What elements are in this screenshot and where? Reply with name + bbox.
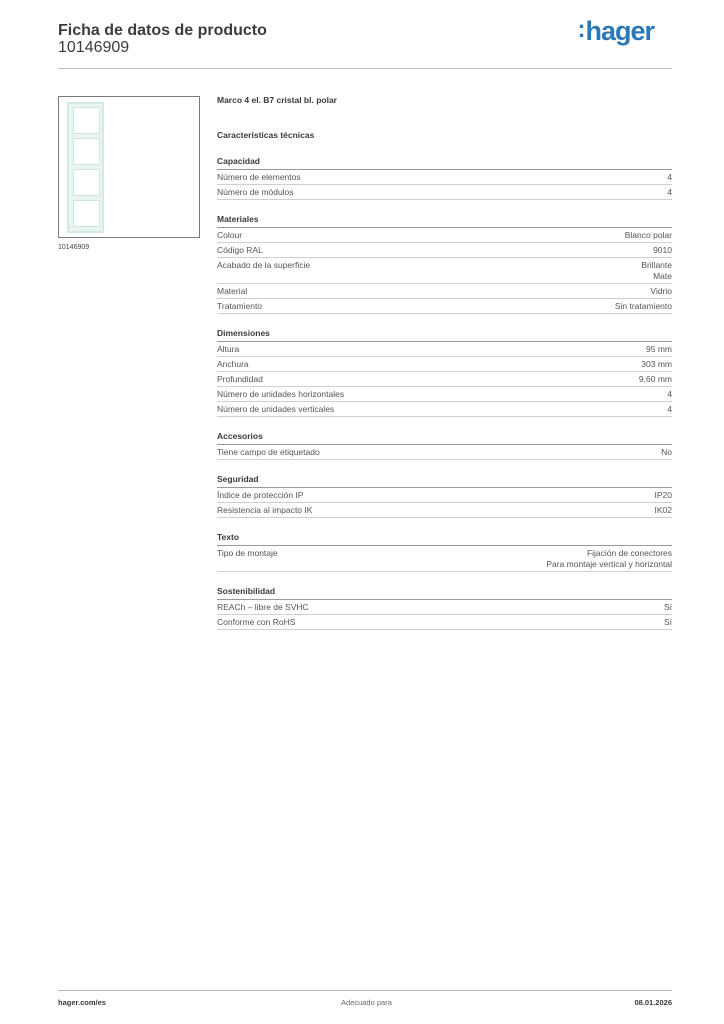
spec-value-line: Fijación de conectores xyxy=(586,548,672,558)
footer-divider xyxy=(58,990,672,991)
spec-row xyxy=(217,615,672,630)
spec-value xyxy=(646,344,672,355)
spec-row xyxy=(217,228,672,243)
section-title: Capacidad xyxy=(217,156,672,170)
frame-opening xyxy=(73,169,100,196)
tech-characteristics-heading: Características técnicas xyxy=(217,130,315,140)
product-name: Marco 4 el. B7 cristal bl. polar xyxy=(217,95,337,105)
spec-section xyxy=(217,474,672,518)
spec-label: Tipo de montaje xyxy=(217,548,278,558)
spec-label: Material xyxy=(217,286,248,296)
spec-row xyxy=(217,503,672,518)
spec-row xyxy=(217,243,672,258)
spec-value-line: Vidrio xyxy=(650,286,672,296)
spec-value xyxy=(655,490,673,501)
spec-value-line: 4 xyxy=(667,187,672,197)
spec-value-line: 4 xyxy=(667,389,672,399)
spec-value-line: 95 mm xyxy=(646,344,672,354)
spec-row xyxy=(217,170,672,185)
spec-label: Conforme con RoHS xyxy=(217,617,296,627)
spec-value xyxy=(653,245,672,256)
spec-row xyxy=(217,258,672,284)
footer-date: 08.01.2026 xyxy=(634,998,672,1007)
spec-section xyxy=(217,214,672,314)
spec-value xyxy=(667,172,672,183)
section-title: Sostenibilidad xyxy=(217,586,672,600)
spec-value xyxy=(615,301,672,312)
spec-row xyxy=(217,299,672,314)
spec-value xyxy=(661,447,672,458)
frame-opening xyxy=(73,200,100,227)
spec-section xyxy=(217,586,672,630)
spec-value-line: 4 xyxy=(667,404,672,414)
spec-row xyxy=(217,185,672,200)
spec-value-line: Blanco polar xyxy=(624,230,672,240)
spec-row xyxy=(217,342,672,357)
spec-value xyxy=(667,389,672,400)
spec-row xyxy=(217,488,672,503)
spec-value xyxy=(664,617,672,628)
spec-value xyxy=(641,359,672,370)
spec-label: Anchura xyxy=(217,359,249,369)
spec-value-line: Sin tratamiento xyxy=(614,301,672,311)
product-image xyxy=(58,96,200,238)
spec-row xyxy=(217,600,672,615)
spec-value-line: Sí xyxy=(663,617,672,627)
spec-value-line: Sí xyxy=(663,602,672,612)
spec-label: Altura xyxy=(217,344,240,354)
spec-label: Código RAL xyxy=(217,245,263,255)
spec-section xyxy=(217,156,672,200)
frame-opening xyxy=(73,138,100,165)
spec-row xyxy=(217,445,672,460)
spec-value xyxy=(639,374,672,385)
spec-label: Tratamiento xyxy=(217,301,263,311)
spec-row xyxy=(217,387,672,402)
section-title: Seguridad xyxy=(217,474,672,488)
spec-section xyxy=(217,431,672,460)
spec-label: Número de unidades verticales xyxy=(217,404,335,414)
spec-label: Número de módulos xyxy=(217,187,294,197)
spec-value-line: 303 mm xyxy=(641,359,672,369)
section-title: Materiales xyxy=(217,214,672,228)
spec-value xyxy=(546,548,672,570)
section-title: Texto xyxy=(217,532,672,546)
frame-4-gang-illustration xyxy=(67,102,104,233)
spec-sections xyxy=(217,156,672,630)
spec-value-line: 9,60 mm xyxy=(638,374,672,384)
section-title: Dimensiones xyxy=(217,328,672,342)
section-title: Accesorios xyxy=(217,431,672,445)
spec-value xyxy=(655,505,673,516)
spec-label: Número de unidades horizontales xyxy=(217,389,345,399)
footer-suitable-for: Adecuado para xyxy=(341,998,392,1007)
spec-value xyxy=(625,230,672,241)
spec-value-line: Mate xyxy=(653,271,672,281)
product-number: 10146909 xyxy=(58,39,130,56)
spec-label: REACh – libre de SVHC xyxy=(217,602,309,612)
spec-value-line: IK02 xyxy=(654,505,672,515)
spec-label: Número de elementos xyxy=(217,172,301,182)
footer-website: hager.com/es xyxy=(58,998,106,1007)
spec-row xyxy=(217,284,672,299)
spec-row xyxy=(217,372,672,387)
frame-opening xyxy=(73,107,100,134)
hager-logo: :hager xyxy=(577,16,654,46)
spec-section xyxy=(217,532,672,572)
header-divider xyxy=(58,68,672,69)
spec-label: Colour xyxy=(217,230,243,240)
spec-content xyxy=(217,95,672,630)
spec-value xyxy=(650,286,672,297)
spec-label: Tiene campo de etiquetado xyxy=(217,447,320,457)
spec-label: Profundidad xyxy=(217,374,263,384)
spec-value-line: Brillante xyxy=(641,260,672,270)
spec-label: Acabado de la superficie xyxy=(217,260,311,270)
spec-value xyxy=(664,602,672,613)
spec-label: Índice de protección IP xyxy=(217,490,304,500)
spec-value xyxy=(641,260,672,282)
spec-value-line: Para montaje vertical y horizontal xyxy=(546,559,672,569)
image-caption: 10146909 xyxy=(58,244,90,251)
spec-value-line: 4 xyxy=(667,172,672,182)
spec-value-line: No xyxy=(661,447,672,457)
spec-section xyxy=(217,328,672,417)
spec-label: Resistencia al impacto IK xyxy=(217,505,313,515)
spec-value-line: IP20 xyxy=(654,490,672,500)
spec-row xyxy=(217,357,672,372)
spec-row xyxy=(217,402,672,417)
spec-row xyxy=(217,546,672,572)
spec-value xyxy=(667,187,672,198)
spec-value xyxy=(667,404,672,415)
spec-value-line: 9010 xyxy=(653,245,672,255)
page-title: Ficha de datos de producto xyxy=(58,22,267,39)
